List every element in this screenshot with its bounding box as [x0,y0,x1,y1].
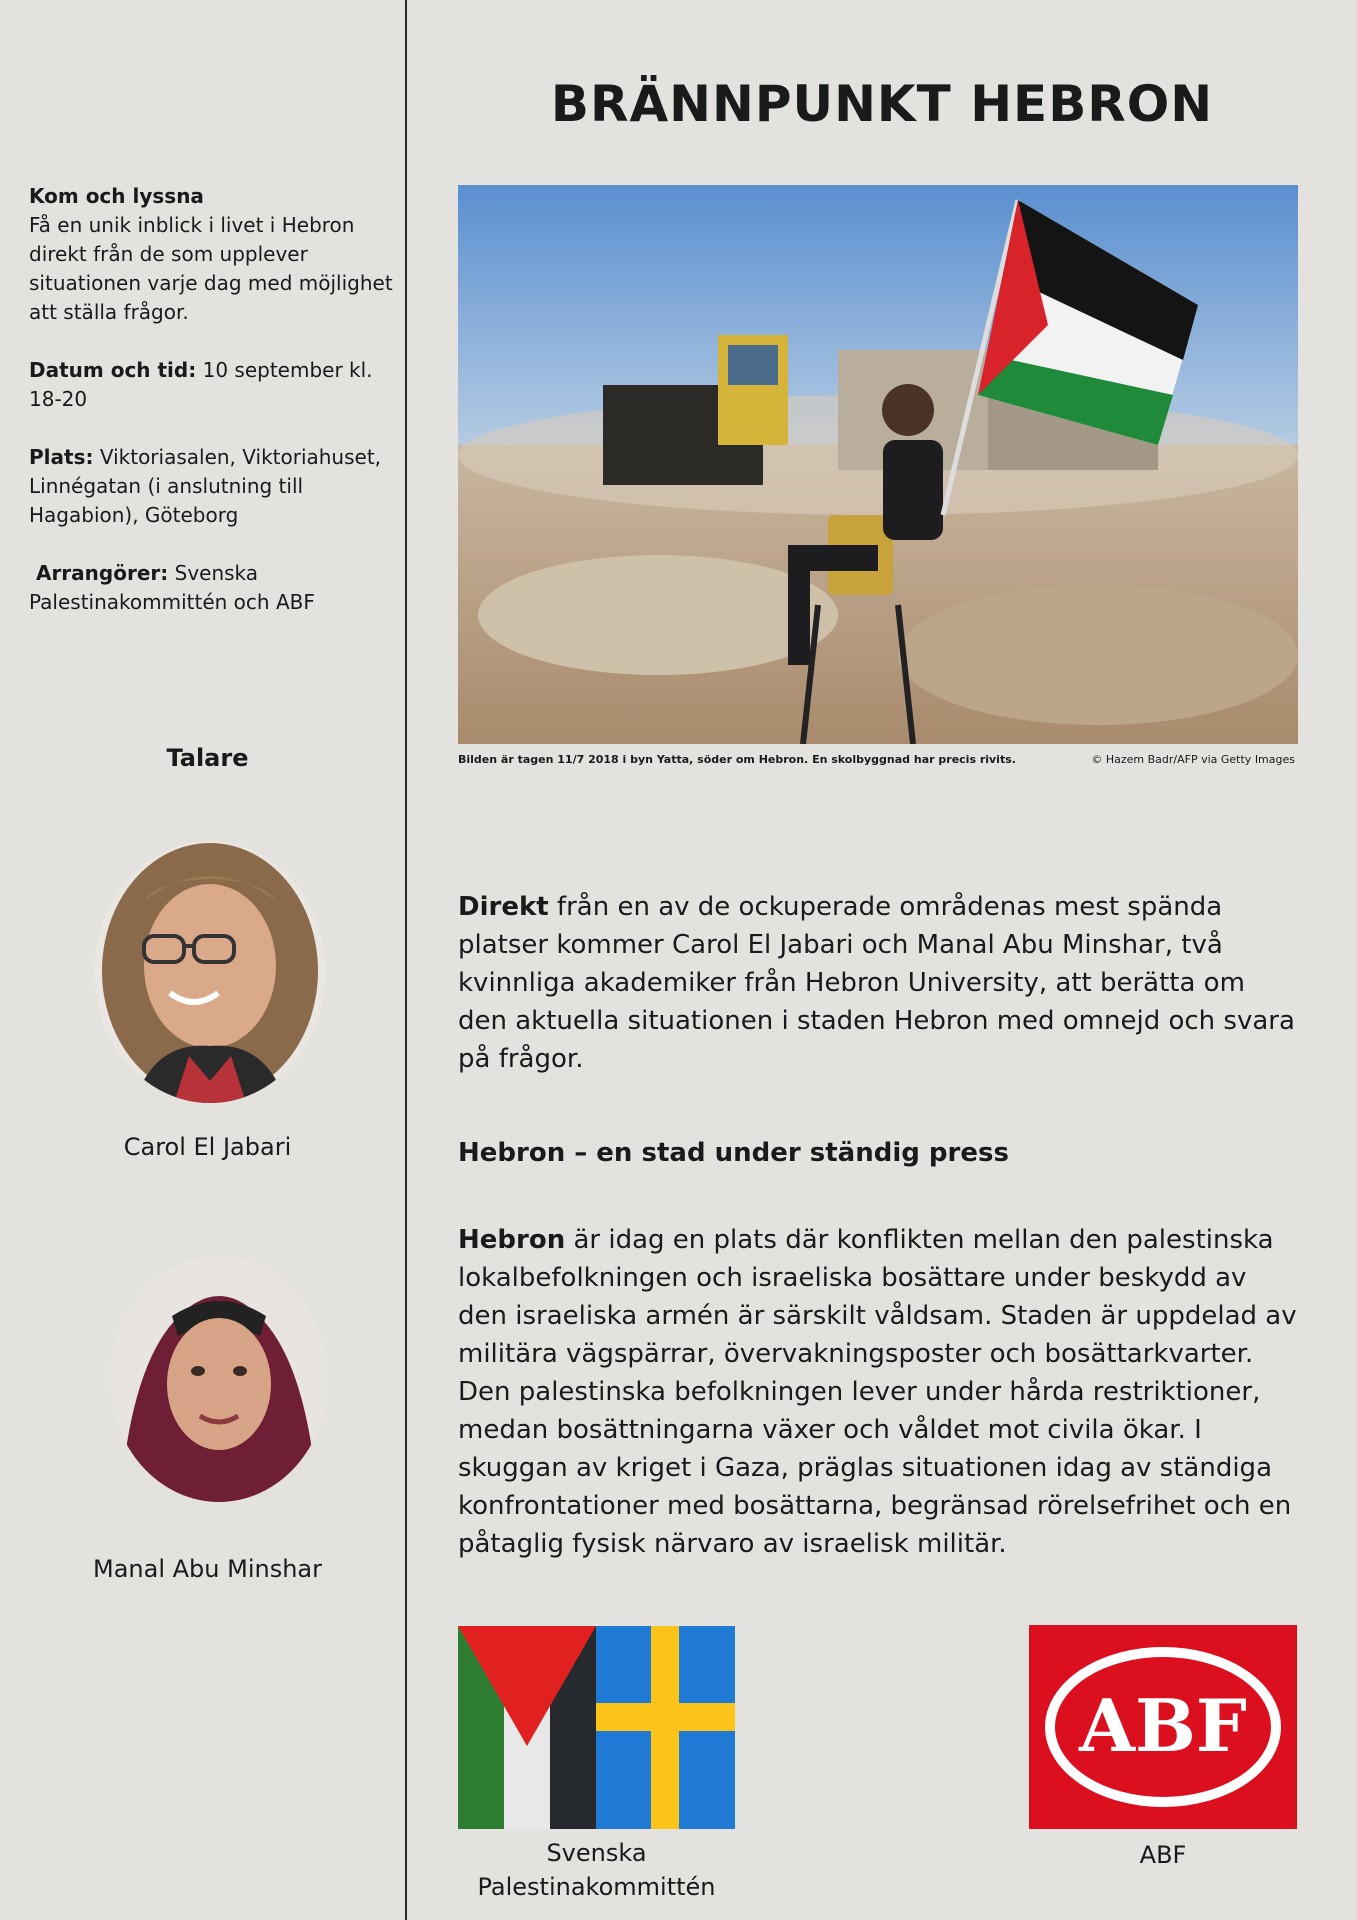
event-info [29,182,394,646]
date-label: Datum och tid: [29,358,197,382]
hebron-paragraph-lead: Hebron [458,1225,566,1255]
spk-label-line2: Palestinakommittén [477,1873,716,1901]
speaker-photo-manal [110,1256,328,1502]
speaker-photo-carol [94,841,326,1103]
date-value: 10 september kl. 18-20 [29,358,373,411]
intro-paragraph [458,888,1298,1078]
page-title: BRÄNNPUNKT HEBRON [550,75,1214,133]
organizer-block [29,559,394,617]
spk-logo-label [458,1836,735,1904]
section-subheading: Hebron – en stad under ständig press [458,1138,1009,1168]
hebron-paragraph-text: är idag en plats där konflikten mellan den palestinska lokalbefolkningen och israeliska bosättare under beskydd av den israeliska armén är särskilt våldsam. Staden är uppdelad av militära vägspärrar, övervakningsposter och bosättarkvarter. Den palestinska befolkningen lever under hårda restriktioner, medan bosättningarna växer och våldet mot civila ökar. I skuggan av kriget i Gaza, präglas situationen idag av ständiga konfrontationer med bosättarna, begränsad rörelsefrihet och en påtaglig fysisk närvaro av israelisk militär. [458,1225,1297,1559]
place-label: Plats: [29,445,94,469]
photo-caption: Bilden är tagen 11/7 2018 i byn Yatta, söder om Hebron. En skolbyggnad har precis rivits. [458,753,1016,766]
place-value: Viktoriasalen, Viktoriahuset, Linnégatan (i anslutning till Hagabion), Göteborg [29,445,382,527]
hebron-paragraph [458,1221,1298,1563]
abf-logo [1029,1625,1297,1829]
intro-text: Få en unik inblick i livet i Hebron direkt från de som upplever situationen varje dag med möjlighet att ställa frågor. [29,213,393,324]
palestine-sweden-flag-logo [458,1626,735,1829]
photo-credit: © Hazem Badr/AFP via Getty Images [1091,753,1295,766]
intro-block [29,182,394,327]
intro-heading: Kom och lyssna [29,184,204,208]
speaker-name-carol: Carol El Jabari [123,1133,292,1161]
spk-label-line1: Svenska [546,1839,647,1867]
hebron-photo [458,185,1298,744]
date-block [29,356,394,414]
column-divider [405,0,407,1920]
organizer-value: Svenska Palestinakommittén och ABF [29,561,315,614]
speaker-name-manal: Manal Abu Minshar [93,1555,322,1583]
place-block [29,443,394,530]
organizer-label: Arrangörer: [29,561,169,585]
intro-paragraph-text: från en av de ockuperade områdenas mest spända platser kommer Carol El Jabari och Manal Abu Minshar, två kvinnliga akademiker från Hebron University, att berätta om den aktuella situationen i staden Hebron med omnejd och svara på frågor. [458,892,1295,1074]
abf-logo-text: ABF [1079,1683,1247,1768]
intro-paragraph-lead: Direkt [458,892,549,922]
abf-logo-label: ABF [1139,1841,1187,1869]
speakers-heading: Talare [166,744,249,772]
